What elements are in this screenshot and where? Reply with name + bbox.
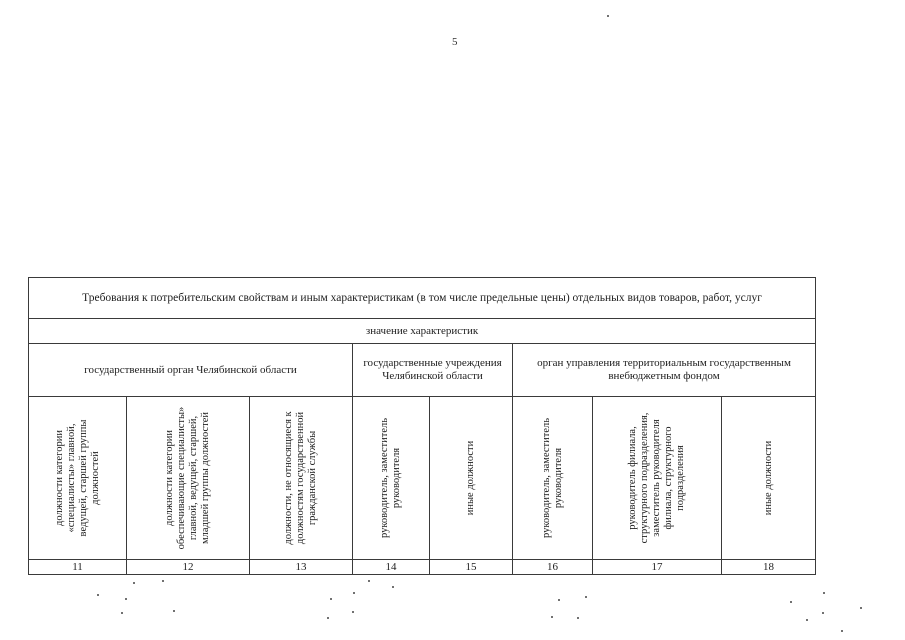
- column-number: 18: [722, 560, 816, 575]
- requirements-table: [28, 277, 816, 575]
- column-header-cell: [353, 397, 430, 560]
- column-number: 15: [430, 560, 513, 575]
- column-number: 16: [513, 560, 593, 575]
- column-number: 12: [127, 560, 250, 575]
- scan-speck: [121, 612, 123, 614]
- scan-speck: [551, 616, 553, 618]
- scan-speck: [133, 582, 135, 584]
- scan-speck: [607, 15, 609, 17]
- scan-speck: [577, 617, 579, 619]
- scan-speck: [823, 592, 825, 594]
- column-header-label: иные должности: [465, 440, 476, 516]
- group-header-state-body: государственный орган Челябинской области: [29, 344, 353, 397]
- column-number-row: [29, 560, 816, 575]
- group-header-state-institutions: государственные учреждения Челябинской области: [353, 344, 513, 397]
- column-header-label: руководитель филиала, структурного подразделения, заместитель руководителя филиала, структурного подразделения: [627, 412, 686, 544]
- scan-speck: [392, 586, 394, 588]
- scan-speck: [806, 619, 808, 621]
- scan-speck: [841, 630, 843, 632]
- scan-speck: [330, 598, 332, 600]
- column-header-cell: [250, 397, 353, 560]
- column-header-cell: [29, 397, 127, 560]
- value-header: значение характеристик: [29, 319, 816, 344]
- column-header-cell: [513, 397, 593, 560]
- column-header-cell: [593, 397, 722, 560]
- scan-speck: [368, 580, 370, 582]
- column-header-cell: [430, 397, 513, 560]
- scan-speck: [173, 610, 175, 612]
- scan-speck: [97, 594, 99, 596]
- column-header-label: иные должности: [762, 440, 774, 516]
- scan-speck: [822, 612, 824, 614]
- column-number: 17: [593, 560, 722, 575]
- page-number: 5: [452, 36, 458, 48]
- scan-speck: [860, 607, 862, 609]
- value-header-row: [29, 319, 816, 344]
- column-number: 11: [29, 560, 127, 575]
- scan-speck: [352, 611, 354, 613]
- scan-speck: [585, 596, 587, 598]
- column-number: 13: [250, 560, 353, 575]
- column-header-label: должности, не относящиеся к должностям государственной гражданской службы: [283, 411, 318, 545]
- scan-speck: [353, 592, 355, 594]
- scan-speck: [125, 598, 127, 600]
- table-title: Требования к потребительским свойствам и иным характеристикам (в том числе предельные цены) отдельных видов товаров, работ, услуг: [29, 278, 816, 319]
- requirements-table-container: [28, 277, 815, 575]
- column-number: 14: [353, 560, 430, 575]
- scan-speck: [327, 617, 329, 619]
- column-header-row: [29, 397, 816, 560]
- title-row: [29, 278, 816, 319]
- column-header-label: руководитель, заместитель руководителя: [540, 417, 564, 539]
- group-header-row: [29, 344, 816, 397]
- scan-speck: [790, 601, 792, 603]
- scan-speck: [558, 599, 560, 601]
- scan-speck: [162, 580, 164, 582]
- column-header-cell: [722, 397, 816, 560]
- column-header-label: должности категории «специалисты» главной, ведущей, старшей группы должностей: [53, 419, 101, 537]
- column-header-cell: [127, 397, 250, 560]
- column-header-label: руководитель, заместитель руководителя: [379, 417, 402, 539]
- group-header-extrabudgetary-fund: орган управления территориальным государственным внебюджетным фондом: [513, 344, 816, 397]
- column-header-label: должности категории обеспечивающие специалисты» главной, ведущей, старшей, младшей группы должностей: [164, 406, 211, 550]
